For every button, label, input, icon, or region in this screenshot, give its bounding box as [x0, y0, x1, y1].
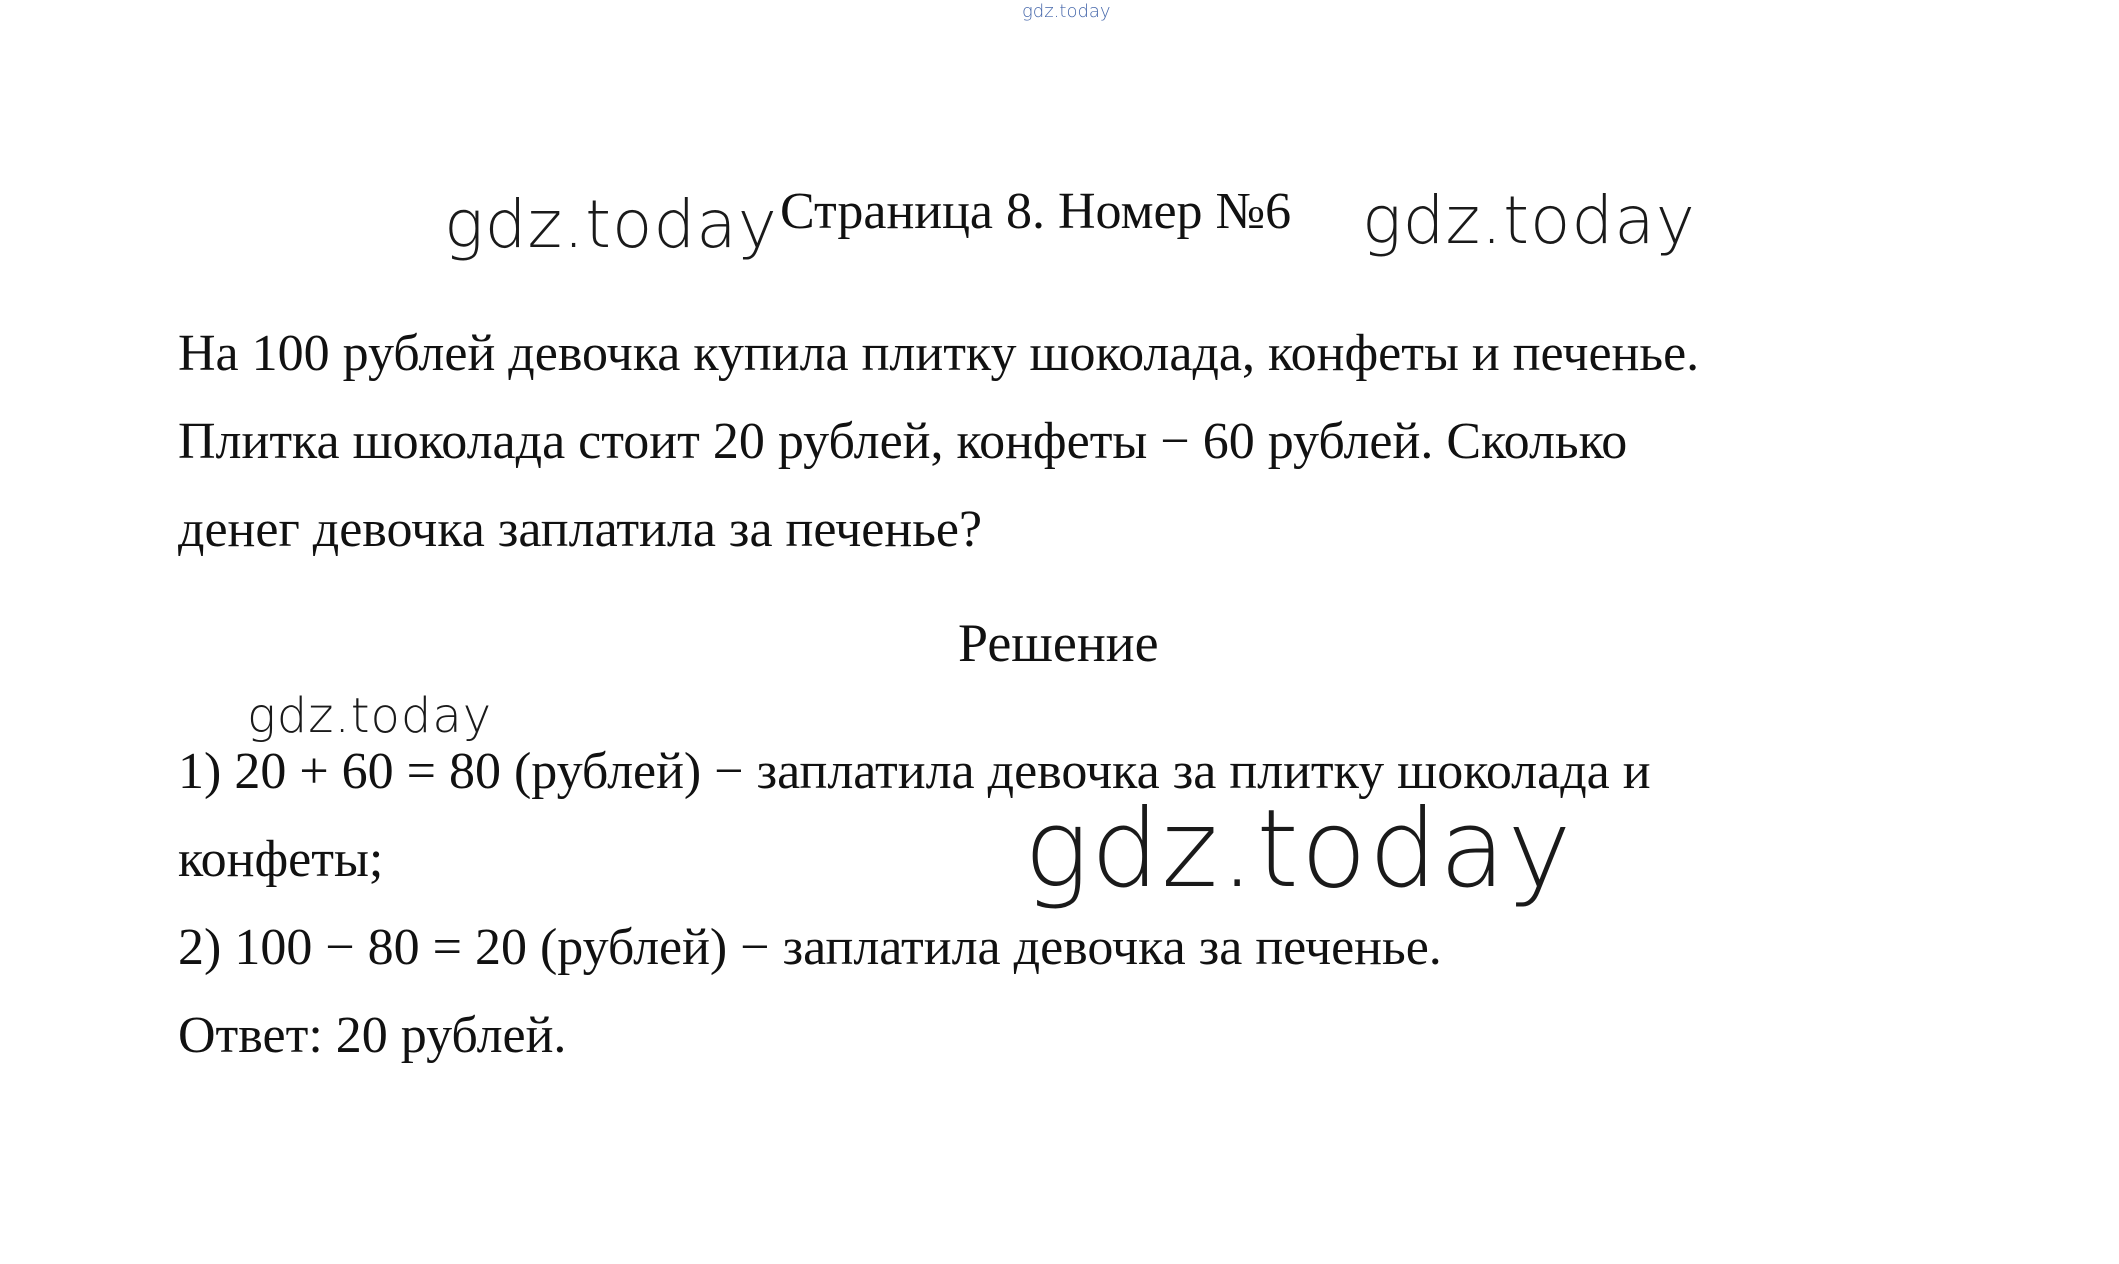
solution-step-1: 1) 20 + 60 = 80 (рублей) − заплатила девочка за плитку шоколада и — [178, 743, 1651, 800]
solution-step-1-continued: конфеты; — [178, 831, 384, 888]
watermark-title-right: gdz.today — [1362, 182, 1696, 259]
watermark-title-left: gdz.today — [444, 186, 778, 263]
problem-line: Плитка шоколада стоит 20 рублей, конфеты − 60 рублей. Сколько — [178, 413, 1628, 470]
solution-heading: Решение — [958, 613, 1159, 673]
watermark-middle-small: gdz.today — [247, 688, 493, 744]
problem-text — [178, 310, 2008, 574]
watermark-top: gdz.today — [1022, 1, 1111, 22]
answer-line: Ответ: 20 рублей. — [178, 1007, 567, 1064]
problem-line: денег девочка заплатила за печенье? — [178, 501, 983, 558]
problem-line: На 100 рублей девочка купила плитку шоколада, конфеты и печенье. — [178, 325, 1700, 382]
watermark-middle-large: gdz.today — [1024, 787, 1574, 912]
solution-step-2: 2) 100 − 80 = 20 (рублей) − заплатила девочка за печенье. — [178, 919, 1442, 976]
page-title: Страница 8. Номер №6 — [780, 183, 1292, 240]
